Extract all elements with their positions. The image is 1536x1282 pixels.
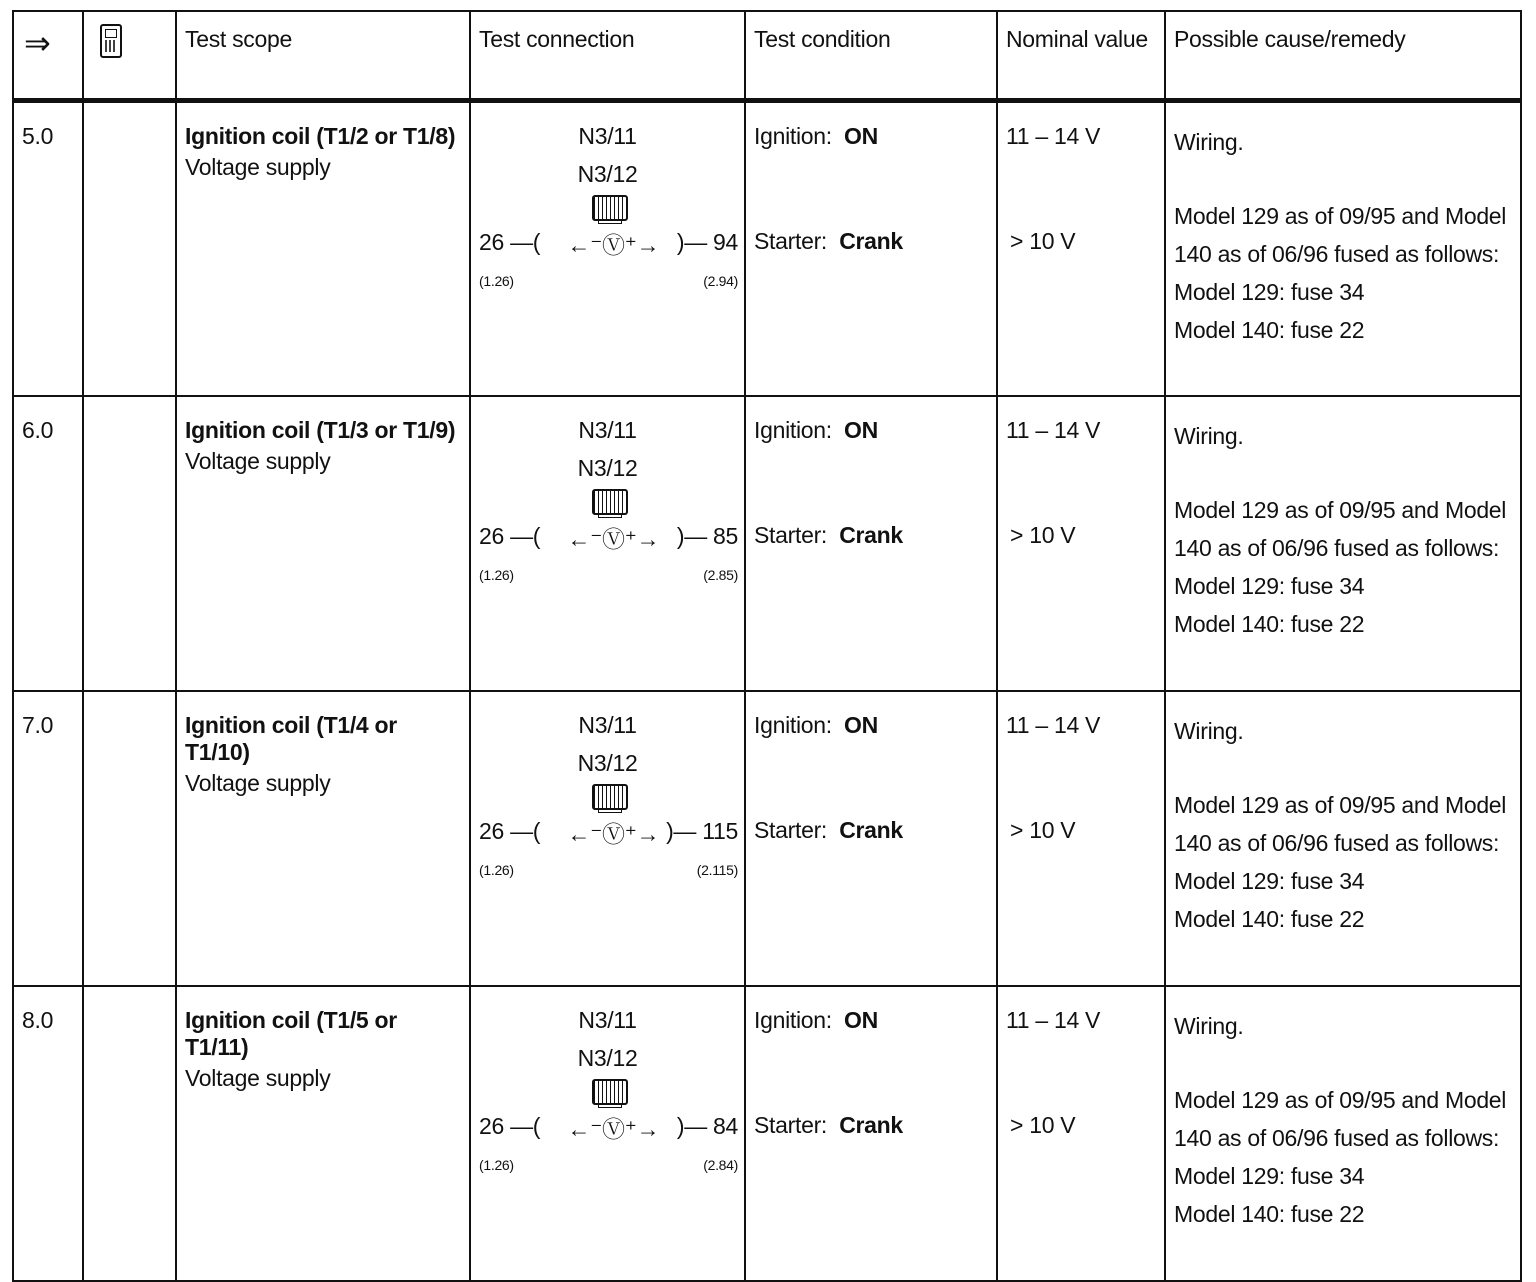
left-pin-ref: (1.26) — [479, 273, 514, 289]
test-scope-header: Test scope — [176, 11, 470, 101]
left-pin-ref: (1.26) — [479, 861, 514, 878]
table-row — [13, 101, 1521, 396]
nominal-ignition: 11 – 14 V — [1006, 416, 1101, 443]
test-scope — [176, 691, 470, 986]
nominal-value — [997, 101, 1165, 396]
connector-box-icon — [592, 1079, 628, 1105]
test-connection — [470, 396, 745, 691]
cause-line: Model 129 as of 09/95 and Model — [1174, 496, 1507, 523]
connector-label-2: N3/12 — [577, 161, 638, 187]
device-cell — [83, 396, 176, 691]
step-number: 6.0 — [13, 396, 83, 691]
cause-line: Wiring. — [1174, 1012, 1244, 1039]
voltmeter-icon: ←⁻Ⓥ⁺→ — [567, 232, 660, 258]
scope-subtitle: Voltage supply — [185, 769, 331, 796]
test-connection — [470, 101, 745, 396]
possible-cause — [1165, 986, 1521, 1281]
cause-line: 140 as of 06/96 fused as follows: — [1174, 829, 1500, 856]
cause-line: Model 129: fuse 34 — [1174, 867, 1365, 894]
test-connection — [470, 986, 745, 1281]
header-row — [13, 11, 1521, 101]
test-condition-header: Test condition — [745, 11, 997, 101]
device-cell — [83, 101, 176, 396]
nominal-starter: > 10 V — [1010, 816, 1076, 843]
right-pin: )— 94 — [676, 229, 738, 255]
scope-subtitle: Voltage supply — [185, 1064, 331, 1091]
left-pin-ref: (1.26) — [479, 1156, 514, 1173]
connector-label-2: N3/12 — [577, 749, 638, 776]
scope-subtitle: Voltage supply — [185, 447, 331, 474]
cause-line: Model 129: fuse 34 — [1174, 1162, 1365, 1189]
connector-label-1: N3/11 — [578, 1006, 637, 1033]
cause-line: Model 129: fuse 34 — [1174, 279, 1365, 305]
scope-title: Ignition coil (T1/3 or T1/9) — [185, 416, 456, 443]
cause-line: 140 as of 06/96 fused as follows: — [1174, 241, 1500, 267]
connector-box-icon — [592, 784, 628, 810]
left-pin: 26 —( — [479, 817, 541, 844]
condition-starter: Starter: Crank — [754, 521, 903, 548]
test-condition — [745, 691, 997, 986]
nominal-starter: > 10 V — [1010, 1111, 1076, 1138]
cause-line: Model 140: fuse 22 — [1174, 317, 1365, 343]
test-connection-header: Test connection — [470, 11, 745, 101]
cause-line: Wiring. — [1174, 422, 1244, 449]
connector-label-2: N3/12 — [577, 454, 638, 481]
test-condition — [745, 101, 997, 396]
condition-starter: Starter: Crank — [754, 816, 903, 843]
test-scope — [176, 101, 470, 396]
connector-label-1: N3/11 — [578, 711, 637, 738]
left-pin: 26 —( — [479, 1112, 541, 1139]
right-pin: )— 84 — [676, 1112, 738, 1139]
condition-ignition: Ignition: ON — [754, 416, 878, 443]
left-pin: 26 —( — [479, 229, 541, 255]
possible-cause — [1165, 396, 1521, 691]
cause-line: Wiring. — [1174, 717, 1244, 744]
right-pin-ref: (2.85) — [703, 566, 738, 583]
scope-title: Ignition coil (T1/2 or T1/8) — [185, 123, 456, 149]
nominal-ignition: 11 – 14 V — [1006, 1006, 1101, 1033]
device-header — [83, 11, 176, 101]
condition-ignition: Ignition: ON — [754, 123, 878, 149]
left-pin-ref: (1.26) — [479, 566, 514, 583]
connector-box-icon — [592, 489, 628, 515]
step-number: 5.0 — [13, 101, 83, 396]
connector-label-1: N3/11 — [578, 123, 637, 149]
cause-line: Model 140: fuse 22 — [1174, 1200, 1365, 1227]
right-pin-ref: (2.115) — [696, 861, 738, 878]
nominal-value — [997, 396, 1165, 691]
test-table-sheet — [12, 10, 1520, 1266]
cause-line: Model 140: fuse 22 — [1174, 610, 1365, 637]
condition-ignition: Ignition: ON — [754, 1006, 878, 1033]
tester-icon — [100, 24, 122, 58]
cause-line: Model 129 as of 09/95 and Model — [1174, 1086, 1507, 1113]
cause-header: Possible cause/remedy — [1165, 11, 1521, 101]
test-condition — [745, 986, 997, 1281]
voltmeter-icon: ←⁻Ⓥ⁺→ — [567, 1115, 660, 1142]
device-cell — [83, 691, 176, 986]
right-pin: )— 85 — [676, 522, 738, 549]
right-pin-ref: (2.84) — [703, 1156, 738, 1173]
nominal-ignition: 11 – 14 V — [1006, 123, 1101, 149]
cause-line: 140 as of 06/96 fused as follows: — [1174, 1124, 1500, 1151]
cause-line: Model 129: fuse 34 — [1174, 572, 1365, 599]
condition-starter: Starter: Crank — [754, 1111, 903, 1138]
test-scope — [176, 986, 470, 1281]
scope-title: Ignition coil (T1/5 or T1/11) — [185, 1006, 397, 1060]
voltmeter-icon: ←⁻Ⓥ⁺→ — [567, 525, 660, 552]
nominal-starter: > 10 V — [1010, 521, 1076, 548]
left-pin: 26 —( — [479, 522, 541, 549]
cause-line: 140 as of 06/96 fused as follows: — [1174, 534, 1500, 561]
step-number: 8.0 — [13, 986, 83, 1281]
possible-cause — [1165, 691, 1521, 986]
cause-line: Model 129 as of 09/95 and Model — [1174, 791, 1507, 818]
test-connection — [470, 691, 745, 986]
condition-ignition: Ignition: ON — [754, 711, 878, 738]
right-pin-ref: (2.94) — [703, 273, 738, 289]
condition-starter: Starter: Crank — [754, 228, 903, 254]
nominal-value-header: Nominal value — [997, 11, 1165, 101]
connector-box-icon — [592, 195, 628, 221]
device-cell — [83, 986, 176, 1281]
connector-label-2: N3/12 — [577, 1044, 638, 1071]
possible-cause — [1165, 101, 1521, 396]
nominal-value — [997, 691, 1165, 986]
test-table — [12, 10, 1522, 1282]
scope-subtitle: Voltage supply — [185, 154, 331, 180]
arrow-header: ⇒ — [13, 11, 83, 101]
test-scope — [176, 396, 470, 691]
table-row — [13, 396, 1521, 691]
cause-line: Model 140: fuse 22 — [1174, 905, 1365, 932]
nominal-value — [997, 986, 1165, 1281]
table-row — [13, 691, 1521, 986]
scope-title: Ignition coil (T1/4 or T1/10) — [185, 711, 397, 765]
step-number: 7.0 — [13, 691, 83, 986]
test-condition — [745, 396, 997, 691]
table-row — [13, 986, 1521, 1281]
nominal-ignition: 11 – 14 V — [1006, 711, 1101, 738]
connector-label-1: N3/11 — [578, 416, 637, 443]
cause-line: Model 129 as of 09/95 and Model — [1174, 203, 1507, 229]
right-pin: )— 115 — [666, 817, 738, 844]
cause-line: Wiring. — [1174, 129, 1244, 155]
nominal-starter: > 10 V — [1010, 228, 1076, 254]
voltmeter-icon: ←⁻Ⓥ⁺→ — [567, 820, 660, 847]
